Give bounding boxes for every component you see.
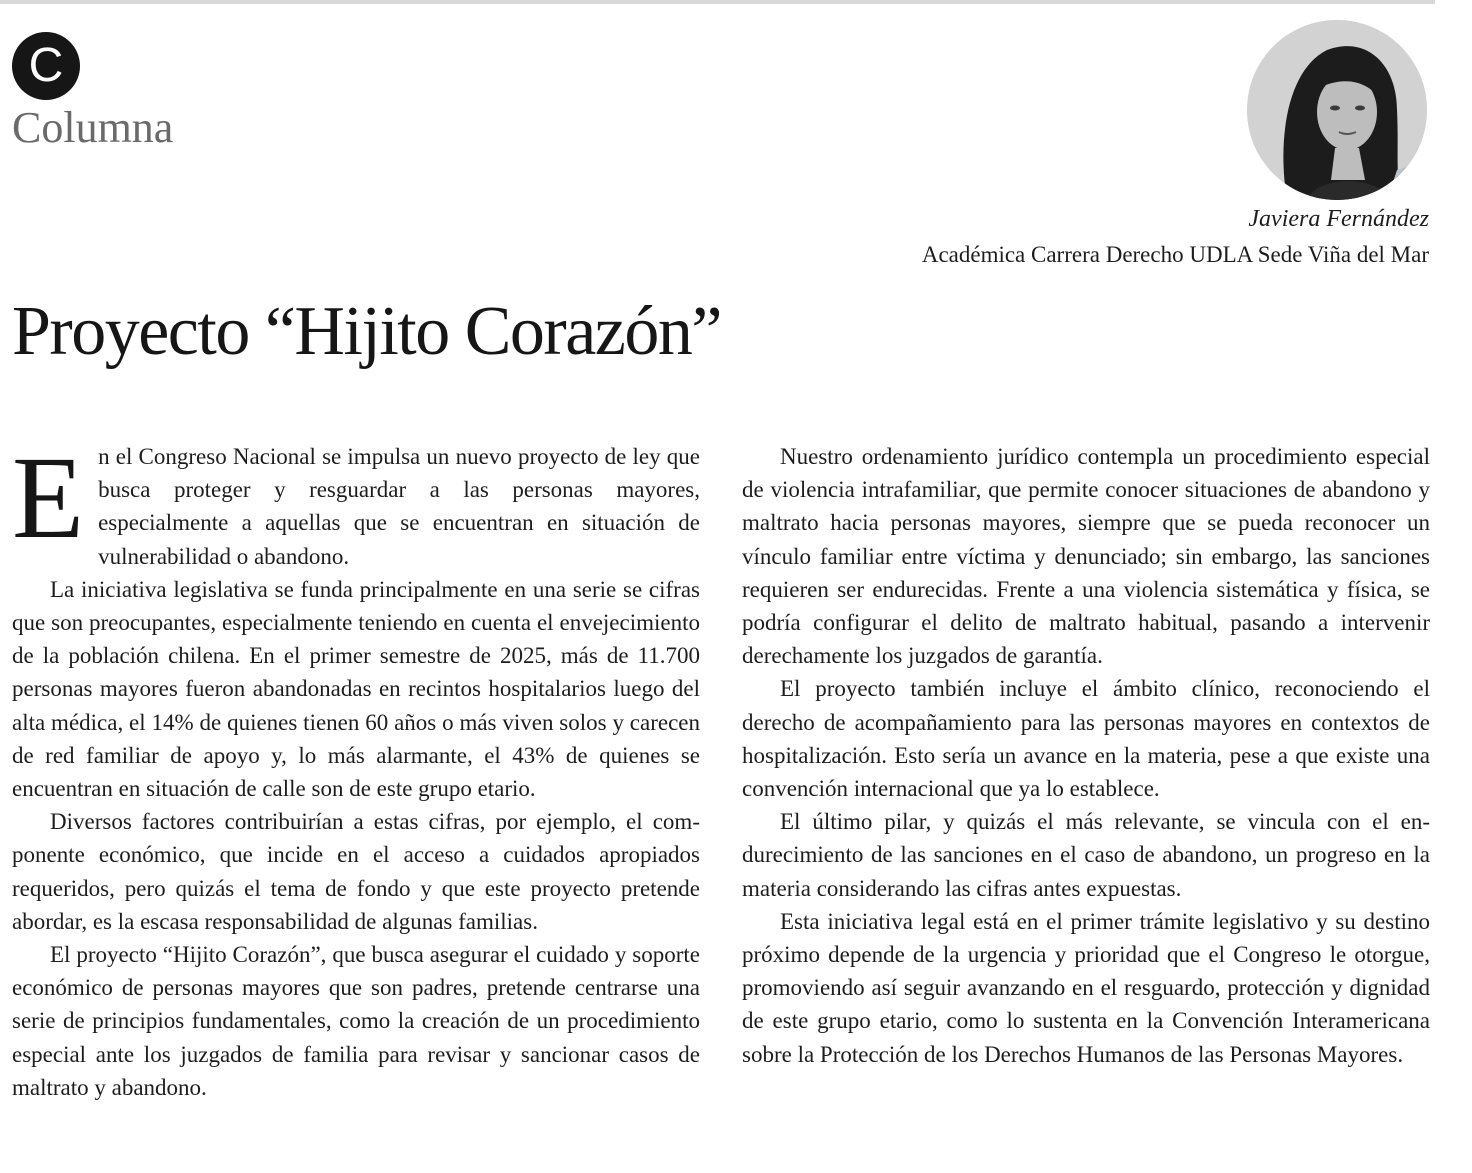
article-column-left [12,432,700,1104]
article-headline: Proyecto “Hijito Corazón” [12,293,721,370]
paragraph-text: n el Congreso Nacional se impulsa un nuevo proyecto de ley que busca proteger y resguardar a las personas mayores, especialmente a aquellas que se encuentran en situación de vulnerabilidad o abandono. [98,444,700,569]
article-paragraph: La iniciativa legislativa se funda principalmente en una serie se cifras que son preocupantes, especialmente teniendo en cuenta el envejecimiento de la población chilena. En el primer semestre de 2025, más de 11.700 personas mayores fueron abandonadas en recintos hospitalarios luego del alta médica, el 14% de quienes tienen 60 años o más viven solos y carecen de red familiar de apoyo y, lo más alarmante, el 43% de quienes se encuentran en situación de calle son de este grupo etario. [12,576,700,802]
article-paragraph: Esta iniciativa legal está en el primer trámite legislativo y su destino próximo depende de la urgencia y prioridad que el Congreso le otorgue, promoviendo así seguir avanzando en el resguardo, protección y dignidad de este grupo etario, como lo sustenta en la Convención Interamericana sobre la Protección de los Derechos Humanos de las Personas Mayores. [742,908,1430,1067]
article-paragraph [12,432,700,573]
section-badge: C [12,32,80,100]
article-paragraph: Diversos factores contribuirían a estas cifras, por ejemplo, el componente económico, que incide en el acceso a cuidados apropiados requeridos, pero quizás el tema de fondo y que este proyecto pretende abordar, es la escasa responsabilidad de algunas familias. [12,809,700,934]
article-paragraph: Nuestro ordenamiento jurídico contempla un procedimiento especial de violencia intrafamiliar, que permite conocer situaciones de abandono y maltrato hacia personas mayores, siempre que se pueda reconocer un vínculo familiar entre víctima y denunciado; sin embargo, las sanciones requieren ser endurecidas. Frente a una violencia sistemática y física, se podría configurar el delito de maltrato habitual, pasando a intervenir derechamente los juzgados de garantía. [742,444,1430,669]
author-name: Javiera Fernández [1248,206,1429,232]
article-column-right [742,440,1430,1071]
article-paragraph: El proyecto también incluye el ámbito clínico, reconociendo el derecho de acompañamiento para las personas mayores en contextos de hospitalización. Esto sería un avance en la materia, pese a que existe una convención internacional que ya lo establece. [742,676,1430,802]
section-label: Columna [12,103,174,152]
author-role: Académica Carrera Derecho UDLA Sede Viña del Mar [921,242,1429,267]
drop-cap: E [12,432,85,563]
article-paragraph: El último pilar, y quizás el más relevante, se vincula con el endurecimiento de las sanciones en el caso de abandono, un progreso en la materia considerando las cifras antes expuestas. [742,809,1430,901]
author-photo [1247,20,1427,200]
author-portrait-icon [1247,20,1427,200]
top-rule [0,0,1435,4]
article-paragraph: El proyecto “Hijito Corazón”, que busca asegurar el cuidado y soporte económico de personas mayores que son padres, pretende centrarse una serie de principios fundamentales, como la creación de un procedimiento especial ante los juzgados de familia para revisar y sancionar casos de maltrato y abandono. [12,942,700,1100]
